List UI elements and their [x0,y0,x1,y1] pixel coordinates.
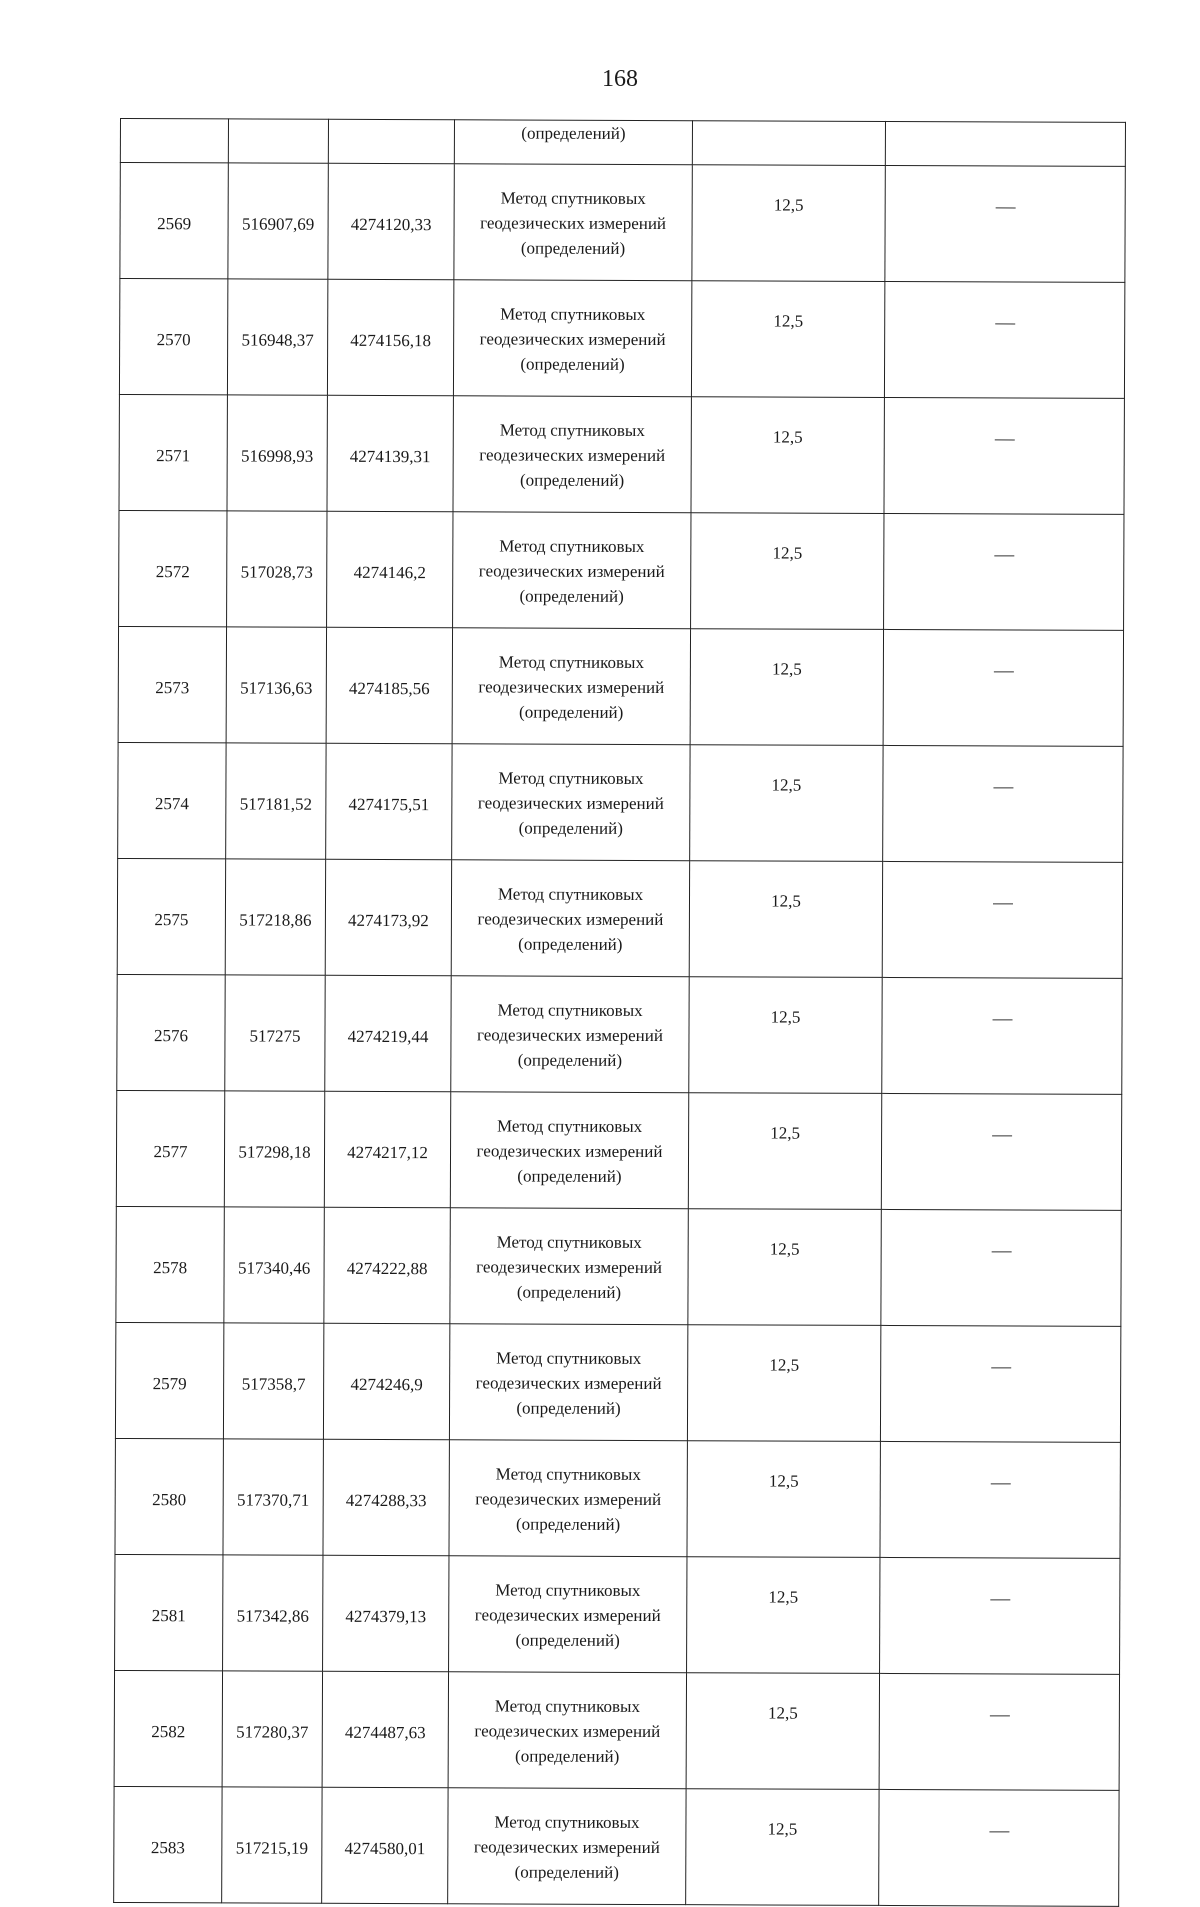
cell-accuracy: 12,5 [692,165,885,282]
cell-empty [328,119,454,163]
cell-accuracy: 12,5 [687,1557,880,1674]
cell-x-coordinate: 517298,18 [224,1091,324,1207]
cell-method [449,1556,687,1673]
cell-point-number: 2571 [119,394,227,510]
method-line: (определений) [519,470,625,490]
cell-y-coordinate: 4274246,9 [323,1323,449,1439]
cell-empty [120,119,228,163]
cell-empty [885,121,1125,166]
dash-mark [992,1135,1012,1136]
table-row [115,1438,1120,1558]
cell-y-coordinate: 4274288,33 [323,1439,449,1555]
table-row [118,742,1123,862]
cell-accuracy: 12,5 [689,977,882,1094]
cell-x-coordinate: 517181,52 [226,743,326,859]
method-line: (определений) [516,1398,621,1418]
cell-point-number: 2575 [117,858,225,974]
cell-accuracy: 12,5 [691,513,884,630]
cell-point-number: 2582 [114,1670,222,1786]
cell-point-number: 2579 [115,1322,223,1438]
method-line: геодезических измерений [475,1373,662,1394]
table-row [114,1670,1119,1790]
cell-x-coordinate: 517028,73 [227,511,327,627]
method-line: Метод спутниковых [500,188,646,209]
cell-empty [228,119,328,163]
method-line: (определений) [517,1050,623,1070]
dash-mark [991,1251,1011,1252]
method-line: (определений) [515,1746,620,1766]
method-line: геодезических измерений [479,329,666,350]
table-row [115,1322,1120,1442]
cell-dash [879,1673,1119,1790]
table-row [119,279,1124,399]
method-line: геодезических измерений [478,677,665,698]
table-row [120,163,1125,283]
method-line: геодезических измерений [473,1837,660,1858]
cell-x-coordinate: 516948,37 [227,279,327,395]
cell-method [451,860,689,977]
cell-method [450,1208,688,1325]
cell-accuracy: 12,5 [688,1093,881,1210]
cell-method [449,1324,687,1441]
method-line: геодезических измерений [478,561,665,582]
method-line: (определений) [515,1514,621,1534]
method-line: геодезических измерений [479,445,666,466]
dash-mark [993,671,1013,672]
cell-dash [880,1441,1120,1558]
cell-method [452,744,690,861]
cell-x-coordinate: 516998,93 [227,395,327,511]
cell-y-coordinate: 4274156,18 [327,279,453,395]
method-line: геодезических измерений [476,1257,663,1278]
cell-point-number: 2574 [118,742,226,858]
method-line: Метод спутниковых [499,536,645,557]
cell-x-coordinate: 517370,71 [223,1439,323,1555]
table-row [119,510,1124,630]
method-line: геодезических измерений [477,793,664,814]
cell-dash [882,977,1122,1094]
method-line: (определений) [519,702,624,722]
dash-mark [995,323,1015,324]
cell-method [453,280,691,397]
table-row [116,1090,1121,1210]
method-line: Метод спутниковых [494,1696,641,1717]
cell-dash [883,745,1123,862]
cell-x-coordinate: 517275 [225,975,325,1091]
cell-y-coordinate: 4274217,12 [324,1091,450,1207]
dash-mark [992,903,1012,904]
dash-mark [989,1715,1009,1716]
cell-x-coordinate: 517218,86 [225,859,325,975]
method-line: Метод спутниковых [495,1464,641,1485]
method-line: (определений) [520,354,625,374]
method-line: Метод спутниковых [500,304,646,325]
cell-method: (определений) [454,120,692,165]
cell-accuracy: 12,5 [686,1673,879,1790]
cell-method [448,1672,686,1789]
dash-mark [992,1019,1012,1020]
cell-y-coordinate: 4274379,13 [323,1555,449,1671]
method-line: Метод спутниковых [497,1116,643,1137]
cell-point-number: 2583 [114,1786,222,1902]
method-line: (определений) [519,586,624,606]
cell-accuracy: 12,5 [690,629,883,746]
method-line: геодезических измерений [475,1489,662,1510]
cell-dash [884,513,1124,630]
table-row-continuation [120,119,1125,167]
cell-dash [880,1325,1120,1442]
cell-y-coordinate: 4274175,51 [326,743,452,859]
method-line: Метод спутниковых [495,1580,641,1601]
cell-dash [885,165,1125,282]
cell-dash [882,861,1122,978]
cell-x-coordinate: 517280,37 [222,1671,322,1787]
table-row [118,626,1123,746]
method-line: Метод спутниковых [497,884,644,905]
cell-point-number: 2572 [119,510,227,626]
table-row [115,1554,1120,1674]
dash-mark [994,555,1014,556]
cell-y-coordinate: 4274487,63 [322,1671,448,1787]
cell-dash [879,1789,1119,1906]
cell-accuracy: 12,5 [691,397,884,514]
cell-y-coordinate: 4274219,44 [325,975,451,1091]
cell-accuracy: 12,5 [691,281,884,398]
cell-x-coordinate: 517342,86 [223,1555,323,1671]
cell-x-coordinate: 517215,19 [222,1787,322,1903]
cell-accuracy: 12,5 [687,1325,880,1442]
cell-point-number: 2570 [119,279,227,395]
cell-method [453,396,691,513]
cell-y-coordinate: 4274222,88 [324,1207,450,1323]
method-line: Метод спутниковых [498,768,644,789]
method-line: Метод спутниковых [499,420,645,441]
method-line: Метод спутниковых [497,1000,643,1021]
cell-method [452,628,690,745]
cell-accuracy: 12,5 [690,745,883,862]
coordinates-table-body [114,119,1126,1907]
method-line: (определений) [520,238,626,258]
cell-accuracy: 12,5 [686,1789,879,1906]
method-line: Метод спутниковых [496,1348,642,1369]
method-line: геодезических измерений [476,1141,663,1162]
cell-point-number: 2573 [118,626,226,742]
cell-y-coordinate: 4274580,01 [322,1787,448,1903]
cell-point-number: 2578 [116,1206,224,1322]
coordinates-table [113,118,1126,1907]
cell-x-coordinate: 517136,63 [226,627,326,743]
dash-mark [991,1367,1011,1368]
cell-method [451,976,689,1093]
method-line: (определений) [515,1630,620,1650]
cell-point-number: 2581 [115,1554,223,1670]
cell-method [453,512,691,629]
cell-dash [884,397,1124,514]
dash-mark [989,1831,1009,1832]
method-line: Метод спутниковых [494,1812,640,1833]
cell-method [449,1440,687,1557]
cell-y-coordinate: 4274173,92 [325,859,451,975]
method-line: (определений) [514,1862,619,1882]
table-row [119,394,1124,514]
dash-mark [994,439,1014,440]
method-line: (определений) [518,818,623,838]
cell-y-coordinate: 4274139,31 [327,395,453,511]
cell-point-number: 2569 [120,163,228,279]
table-row [117,858,1122,978]
cell-dash [883,629,1123,746]
cell-accuracy: 12,5 [688,1209,881,1326]
method-line: Метод спутниковых [496,1232,642,1253]
cell-point-number: 2580 [115,1438,223,1554]
cell-x-coordinate: 517340,46 [224,1207,324,1323]
cell-empty [692,121,885,166]
cell-y-coordinate: 4274120,33 [328,163,454,279]
method-line: (определений) [516,1282,622,1302]
method-line: (определений) [518,934,623,954]
cell-dash [881,1093,1121,1210]
cell-y-coordinate: 4274146,2 [327,511,453,627]
method-line: геодезических измерений [476,1025,663,1046]
cell-dash [880,1557,1120,1674]
dash-mark [990,1599,1010,1600]
cell-dash [884,281,1124,398]
page-number: 168 [602,66,638,92]
cell-method [448,1788,686,1905]
method-line: Метод спутниковых [498,652,645,673]
dash-mark [995,207,1015,208]
method-line: (определений) [517,1166,622,1186]
table-row [117,974,1122,1094]
cell-method [454,164,692,281]
dash-mark [993,787,1013,788]
method-line: геодезических измерений [474,1605,661,1626]
cell-dash [881,1209,1121,1326]
method-line: геодезических измерений [480,213,667,234]
cell-x-coordinate: 516907,69 [228,163,328,279]
table-row [114,1786,1119,1906]
cell-point-number: 2577 [116,1090,224,1206]
cell-x-coordinate: 517358,7 [223,1323,323,1439]
method-line: геодезических измерений [477,909,664,930]
cell-point-number: 2576 [117,974,225,1090]
cell-y-coordinate: 4274185,56 [326,627,452,743]
cell-accuracy: 12,5 [689,861,882,978]
cell-method [450,1092,688,1209]
table-row [116,1206,1121,1326]
method-line: геодезических измерений [474,1721,661,1742]
dash-mark [990,1483,1010,1484]
cell-accuracy: 12,5 [687,1441,880,1558]
